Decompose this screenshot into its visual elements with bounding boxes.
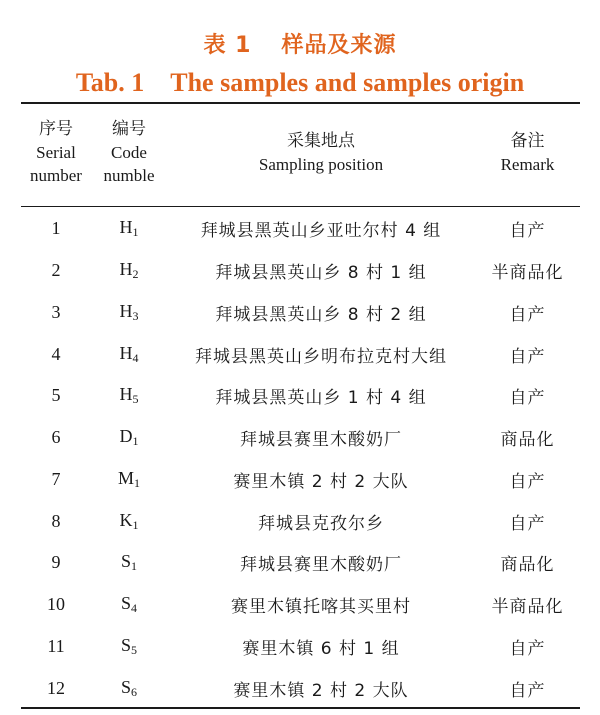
cell-code-subscript: 4 [131,601,137,616]
cell-code [91,551,167,574]
cell-serial: 4 [51,343,61,364]
column-header-position [167,130,475,176]
cell-sampling-position: 赛里木镇 2 村 2 大队 [233,471,409,492]
cell-code [91,426,167,449]
cell-serial: 3 [51,301,61,322]
cell-remark: 自产 [509,346,546,367]
cell-serial: 9 [51,552,61,573]
table-row [21,250,580,292]
cell-serial: 7 [51,468,61,489]
cell-code-subscript: 6 [131,684,137,699]
table-row [21,500,580,542]
cell-remark: 半商品化 [491,263,564,284]
cell-code-subscript: 1 [131,559,137,574]
table-title-chinese [0,28,600,59]
table-row [21,375,580,417]
cell-code [91,301,167,324]
cell-code-letter: M [117,467,134,488]
cell-code-letter: D [119,426,133,447]
column-header-position-cn: 采集地点 [287,131,355,151]
column-header-code-en-line2: numble [103,166,155,185]
cell-sampling-position: 赛里木镇 2 村 2 大队 [233,680,409,701]
table-caption-chinese: 样品及来源 [281,33,397,58]
cell-code-subscript: 3 [132,308,139,323]
cell-code [91,217,167,240]
cell-sampling-position: 拜城县黑英山乡亚吐尔村 4 组 [200,221,442,242]
cell-serial: 10 [47,594,65,615]
column-header-remark-cn: 备注 [510,131,545,151]
cell-remark: 自产 [509,638,546,659]
cell-remark: 商品化 [500,430,555,451]
cell-sampling-position: 拜城县黑英山乡明布拉克村大组 [195,346,447,367]
column-header-code-cn: 编号 [112,119,146,139]
cell-remark: 自产 [509,471,546,492]
cell-code-subscript: 1 [132,517,139,532]
cell-serial: 6 [51,427,61,448]
cell-code-letter: K [119,509,133,530]
column-header-serial-cn: 序号 [39,119,73,139]
cell-code [91,635,167,658]
cell-sampling-position: 拜城县黑英山乡 8 村 2 组 [215,304,427,325]
cell-code-subscript: 4 [132,350,139,365]
cell-code-subscript: 1 [132,225,139,240]
cell-serial: 12 [47,677,65,698]
column-header-serial-en-line2: number [30,166,82,185]
cell-serial: 5 [51,385,61,406]
table-row [21,208,580,250]
cell-code-letter: H [119,259,133,280]
cell-code-subscript: 2 [132,267,139,282]
column-header-serial [21,118,91,187]
cell-code [91,259,167,282]
cell-code-letter: S [120,551,131,572]
cell-code-letter: H [119,342,133,363]
column-header-serial-en-line1: Serial [36,143,76,162]
cell-code [91,677,167,700]
cell-sampling-position: 拜城县黑英山乡 8 村 1 组 [215,263,427,284]
table-row [21,626,580,668]
cell-serial: 2 [51,260,61,281]
cell-code [91,510,167,533]
cell-remark: 自产 [509,388,546,409]
cell-sampling-position: 拜城县赛里木酸奶厂 [240,430,402,451]
cell-code-letter: H [119,384,133,405]
table-bottom-rule [21,707,580,709]
cell-code-letter: H [119,217,133,238]
cell-remark: 商品化 [500,555,555,576]
cell-remark: 自产 [509,680,546,701]
cell-sampling-position: 拜城县克孜尔乡 [258,513,384,534]
column-header-remark-en: Remark [500,155,555,174]
table-number-english: Tab. 1 [75,68,145,97]
table-header-rule [21,206,580,207]
cell-code-subscript: 5 [132,392,139,407]
cell-sampling-position: 赛里木镇 6 村 1 组 [242,638,400,659]
cell-serial: 1 [51,218,61,239]
cell-remark: 自产 [509,513,546,534]
table-row [21,584,580,626]
table-body [21,208,580,709]
table-row [21,417,580,459]
cell-code-letter: S [120,593,131,614]
table-row [21,542,580,584]
cell-code-subscript: 1 [132,434,139,449]
table-top-rule [21,102,580,104]
table-number-chinese: 表 1 [203,33,252,58]
cell-sampling-position: 赛里木镇托喀其买里村 [231,597,411,618]
cell-code-subscript: 5 [131,642,137,657]
cell-serial: 8 [51,510,61,531]
cell-code-letter: H [119,300,133,321]
table-row [21,667,580,709]
cell-serial: 11 [47,635,65,656]
cell-sampling-position: 拜城县黑英山乡 1 村 4 组 [215,388,427,409]
cell-code-letter: S [120,634,131,655]
column-header-code [91,118,167,187]
cell-code-letter: S [120,676,131,697]
cell-remark: 自产 [509,221,546,242]
cell-code [91,384,167,407]
table-row [21,459,580,501]
table-title-english [0,68,600,98]
cell-code [91,343,167,366]
column-header-remark [475,130,580,176]
cell-code [91,468,167,491]
cell-code [91,593,167,616]
cell-remark: 半商品化 [491,597,564,618]
cell-code-subscript: 1 [134,475,140,490]
column-header-position-en: Sampling position [258,155,384,174]
cell-remark: 自产 [509,304,546,325]
table-row [21,333,580,375]
table-row [21,292,580,334]
cell-sampling-position: 拜城县赛里木酸奶厂 [240,555,402,576]
table-caption-english: The samples and samples origin [170,68,525,97]
column-header-code-en-line1: Code [111,143,147,162]
